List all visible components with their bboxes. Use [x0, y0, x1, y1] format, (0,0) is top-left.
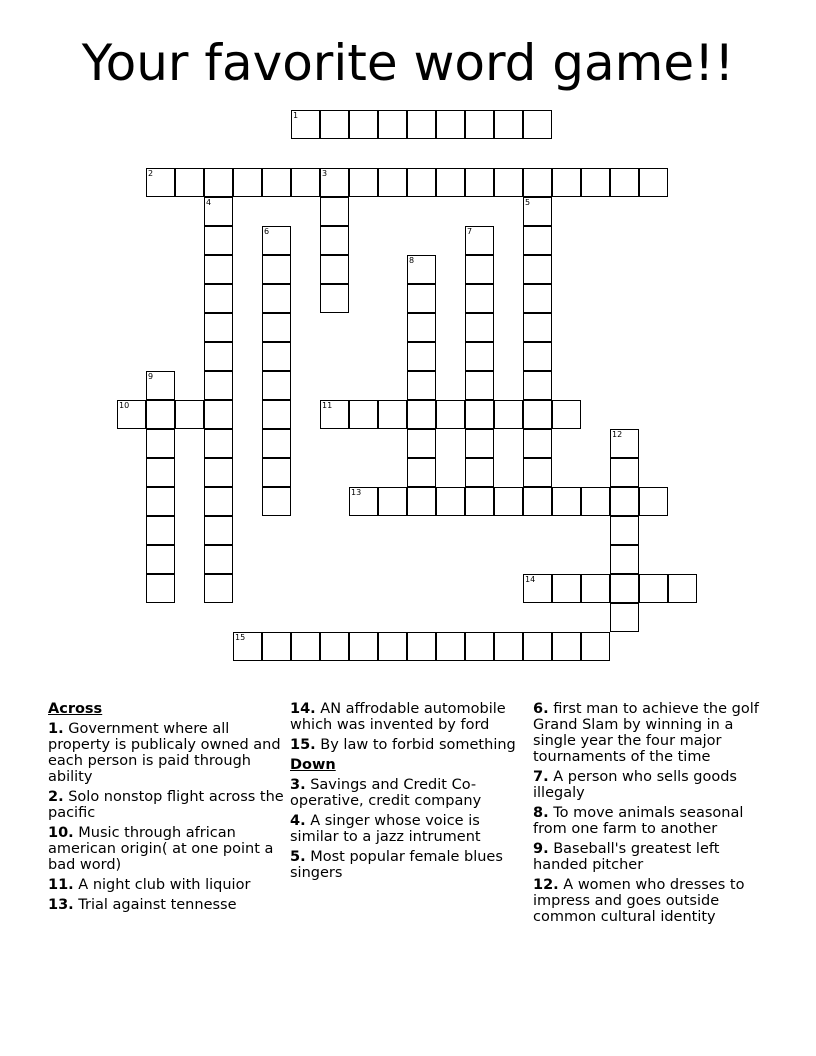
grid-cell[interactable]	[465, 284, 494, 313]
grid-cell[interactable]	[523, 110, 552, 139]
grid-cell[interactable]	[349, 168, 378, 197]
grid-cell[interactable]	[233, 168, 262, 197]
grid-cell[interactable]	[204, 168, 233, 197]
grid-cell[interactable]	[204, 371, 233, 400]
grid-cell[interactable]	[465, 400, 494, 429]
grid-cell[interactable]	[146, 400, 175, 429]
grid-cell[interactable]	[204, 545, 233, 574]
grid-cell[interactable]	[610, 603, 639, 632]
grid-cell[interactable]	[407, 168, 436, 197]
grid-cell[interactable]	[204, 197, 233, 226]
clue-text: Government where all property is publicaly owned and each person is paid through ability	[48, 721, 281, 785]
clue-number: 4	[206, 198, 212, 207]
grid-cell[interactable]	[378, 487, 407, 516]
grid-cell[interactable]	[523, 255, 552, 284]
grid-cell[interactable]	[523, 371, 552, 400]
grid-cell[interactable]	[349, 400, 378, 429]
grid-cell[interactable]	[204, 429, 233, 458]
grid-cell[interactable]	[465, 371, 494, 400]
grid-cell[interactable]	[523, 458, 552, 487]
clue-text: A women who dresses to impress and goes outside common cultural identity	[533, 877, 745, 925]
grid-cell[interactable]	[552, 168, 581, 197]
clue-item	[48, 789, 286, 821]
grid-cell[interactable]	[552, 400, 581, 429]
grid-cell[interactable]	[668, 574, 697, 603]
grid-cell[interactable]	[523, 429, 552, 458]
clue-text: Savings and Credit Co-operative, credit company	[290, 777, 482, 809]
grid-cell[interactable]	[378, 168, 407, 197]
grid-cell[interactable]	[378, 400, 407, 429]
grid-cell[interactable]	[494, 168, 523, 197]
clue-number: 5.	[290, 849, 306, 865]
grid-cell[interactable]	[581, 574, 610, 603]
grid-cell[interactable]	[320, 168, 349, 197]
grid-cell[interactable]	[494, 487, 523, 516]
grid-cell[interactable]	[262, 429, 291, 458]
grid-cell[interactable]	[407, 371, 436, 400]
clue-item	[290, 849, 526, 881]
grid-cell[interactable]	[262, 487, 291, 516]
clue-number: 6	[264, 227, 270, 236]
clue-item	[290, 737, 526, 753]
clue-number: 4.	[290, 813, 306, 829]
grid-cell[interactable]	[320, 632, 349, 661]
grid-cell[interactable]	[523, 342, 552, 371]
grid-cell[interactable]	[465, 632, 494, 661]
grid-cell[interactable]	[523, 574, 552, 603]
grid-cell[interactable]	[146, 371, 175, 400]
grid-cell[interactable]	[407, 429, 436, 458]
clue-number: 12	[612, 430, 623, 439]
grid-cell[interactable]	[610, 545, 639, 574]
clue-text: Trial against tennesse	[73, 897, 237, 913]
grid-cell[interactable]	[494, 110, 523, 139]
grid-cell[interactable]	[465, 255, 494, 284]
clue-item	[48, 825, 286, 873]
grid-cell[interactable]	[204, 574, 233, 603]
grid-cell[interactable]	[262, 284, 291, 313]
clue-text: A night club with liquior	[73, 877, 251, 893]
grid-cell[interactable]	[291, 110, 320, 139]
clue-number: 9	[148, 372, 154, 381]
grid-cell[interactable]	[465, 458, 494, 487]
clue-text: Music through african american origin( at one point a bad word)	[48, 825, 274, 873]
grid-cell[interactable]	[581, 487, 610, 516]
grid-cell[interactable]	[581, 168, 610, 197]
grid-cell[interactable]	[233, 632, 262, 661]
grid-cell[interactable]	[204, 458, 233, 487]
grid-cell[interactable]	[436, 400, 465, 429]
clue-text: first man to achieve the golf Grand Slam by winning in a single year the four major tournaments of the time	[533, 701, 759, 765]
grid-cell[interactable]	[146, 429, 175, 458]
clue-text: Most popular female blues singers	[290, 849, 503, 881]
clue-number: 2.	[48, 789, 64, 805]
grid-cell[interactable]	[146, 487, 175, 516]
grid-cell[interactable]	[407, 342, 436, 371]
clue-item	[48, 877, 286, 893]
grid-cell[interactable]	[552, 574, 581, 603]
clue-number: 14	[525, 575, 536, 584]
clue-number: 7.	[533, 769, 549, 785]
grid-cell[interactable]	[349, 632, 378, 661]
clue-item	[290, 777, 526, 809]
grid-cell[interactable]	[262, 400, 291, 429]
clue-number: 12.	[533, 877, 559, 893]
grid-cell[interactable]	[523, 284, 552, 313]
grid-cell[interactable]	[204, 400, 233, 429]
grid-cell[interactable]	[407, 458, 436, 487]
grid-cell[interactable]	[204, 342, 233, 371]
grid-cell[interactable]	[378, 632, 407, 661]
grid-cell[interactable]	[494, 632, 523, 661]
clue-number: 2	[148, 169, 154, 178]
grid-cell[interactable]	[204, 284, 233, 313]
clue-text: By law to forbid something	[315, 737, 516, 753]
grid-cell[interactable]	[146, 168, 175, 197]
grid-cell[interactable]	[552, 632, 581, 661]
grid-cell[interactable]	[639, 487, 668, 516]
clue-number: 8	[409, 256, 415, 265]
clue-number: 10.	[48, 825, 74, 841]
grid-cell[interactable]	[552, 487, 581, 516]
clue-item	[533, 877, 771, 925]
grid-cell[interactable]	[320, 110, 349, 139]
grid-cell[interactable]	[494, 400, 523, 429]
clues-column-3	[533, 701, 771, 929]
clue-item	[290, 813, 526, 845]
grid-cell[interactable]	[320, 400, 349, 429]
grid-cell[interactable]	[436, 632, 465, 661]
clue-number: 15.	[290, 737, 316, 753]
clues-column-2	[290, 701, 526, 885]
grid-cell[interactable]	[465, 429, 494, 458]
grid-cell[interactable]	[581, 632, 610, 661]
grid-cell[interactable]	[523, 197, 552, 226]
clue-item	[533, 701, 771, 765]
page-title: Your favorite word game!!	[81, 34, 735, 92]
clue-number: 1	[293, 111, 299, 120]
clue-item	[290, 701, 526, 733]
grid-cell[interactable]	[262, 342, 291, 371]
grid-cell[interactable]	[262, 458, 291, 487]
grid-cell[interactable]	[639, 168, 668, 197]
grid-cell[interactable]	[146, 545, 175, 574]
clue-item	[533, 805, 771, 837]
grid-cell[interactable]	[465, 226, 494, 255]
clue-number: 10	[119, 401, 130, 410]
grid-cell[interactable]	[465, 168, 494, 197]
clue-number: 13	[351, 488, 362, 497]
grid-cell[interactable]	[291, 632, 320, 661]
across-heading: Across	[48, 701, 103, 717]
clue-number: 7	[467, 227, 473, 236]
grid-cell[interactable]	[262, 255, 291, 284]
clue-number: 11	[322, 401, 333, 410]
grid-cell[interactable]	[610, 487, 639, 516]
down-heading: Down	[290, 757, 336, 773]
clue-number: 6.	[533, 701, 549, 717]
clue-number: 3	[322, 169, 328, 178]
grid-cell[interactable]	[146, 574, 175, 603]
grid-cell[interactable]	[407, 632, 436, 661]
clue-number: 3.	[290, 777, 306, 793]
clue-text: AN affrodable automobile which was invented by ford	[290, 701, 506, 733]
grid-cell[interactable]	[465, 342, 494, 371]
clue-item	[48, 897, 286, 913]
grid-cell[interactable]	[465, 487, 494, 516]
grid-cell[interactable]	[349, 110, 378, 139]
clue-number: 1.	[48, 721, 64, 737]
clue-text: Baseball's greatest left handed pitcher	[533, 841, 720, 873]
clue-item	[533, 769, 771, 801]
grid-cell[interactable]	[204, 516, 233, 545]
grid-cell[interactable]	[523, 487, 552, 516]
clue-number: 11.	[48, 877, 74, 893]
grid-cell[interactable]	[523, 226, 552, 255]
grid-cell[interactable]	[320, 226, 349, 255]
grid-cell[interactable]	[407, 400, 436, 429]
grid-cell[interactable]	[378, 110, 407, 139]
grid-cell[interactable]	[523, 400, 552, 429]
clue-text: To move animals seasonal from one farm to another	[533, 805, 744, 837]
grid-cell[interactable]	[610, 429, 639, 458]
grid-cell[interactable]	[523, 168, 552, 197]
clue-number: 8.	[533, 805, 549, 821]
grid-cell[interactable]	[262, 168, 291, 197]
clue-text: Solo nonstop flight across the pacific	[48, 789, 284, 821]
grid-cell[interactable]	[436, 487, 465, 516]
clues-column-1	[48, 701, 286, 917]
grid-cell[interactable]	[291, 168, 320, 197]
grid-cell[interactable]	[146, 458, 175, 487]
clue-text: A person who sells goods illegaly	[533, 769, 737, 801]
clue-item	[48, 721, 286, 785]
grid-cell[interactable]	[262, 371, 291, 400]
grid-cell[interactable]	[523, 632, 552, 661]
grid-cell[interactable]	[436, 168, 465, 197]
grid-cell[interactable]	[175, 400, 204, 429]
grid-cell[interactable]	[407, 487, 436, 516]
grid-cell[interactable]	[320, 284, 349, 313]
clue-number: 15	[235, 633, 246, 642]
clue-number: 13.	[48, 897, 74, 913]
grid-cell[interactable]	[175, 168, 204, 197]
grid-cell[interactable]	[610, 574, 639, 603]
grid-cell[interactable]	[204, 313, 233, 342]
clue-number: 5	[525, 198, 531, 207]
grid-cell[interactable]	[204, 487, 233, 516]
grid-cell[interactable]	[407, 284, 436, 313]
grid-cell[interactable]	[407, 313, 436, 342]
grid-cell[interactable]	[117, 400, 146, 429]
grid-cell[interactable]	[262, 313, 291, 342]
clue-text: A singer whose voice is similar to a jazz intrument	[290, 813, 481, 845]
grid-cell[interactable]	[610, 516, 639, 545]
grid-cell[interactable]	[407, 255, 436, 284]
grid-cell[interactable]	[262, 632, 291, 661]
grid-cell[interactable]	[204, 226, 233, 255]
grid-cell[interactable]	[349, 487, 378, 516]
grid-cell[interactable]	[523, 313, 552, 342]
grid-cell[interactable]	[146, 516, 175, 545]
clue-number: 9.	[533, 841, 549, 857]
grid-cell[interactable]	[436, 110, 465, 139]
grid-cell[interactable]	[610, 458, 639, 487]
grid-cell[interactable]	[204, 255, 233, 284]
grid-cell[interactable]	[320, 255, 349, 284]
grid-cell[interactable]	[320, 197, 349, 226]
grid-cell[interactable]	[407, 110, 436, 139]
clue-number: 14.	[290, 701, 316, 717]
grid-cell[interactable]	[262, 226, 291, 255]
grid-cell[interactable]	[465, 313, 494, 342]
grid-cell[interactable]	[465, 110, 494, 139]
grid-cell[interactable]	[639, 574, 668, 603]
clue-item	[533, 841, 771, 873]
grid-cell[interactable]	[610, 168, 639, 197]
